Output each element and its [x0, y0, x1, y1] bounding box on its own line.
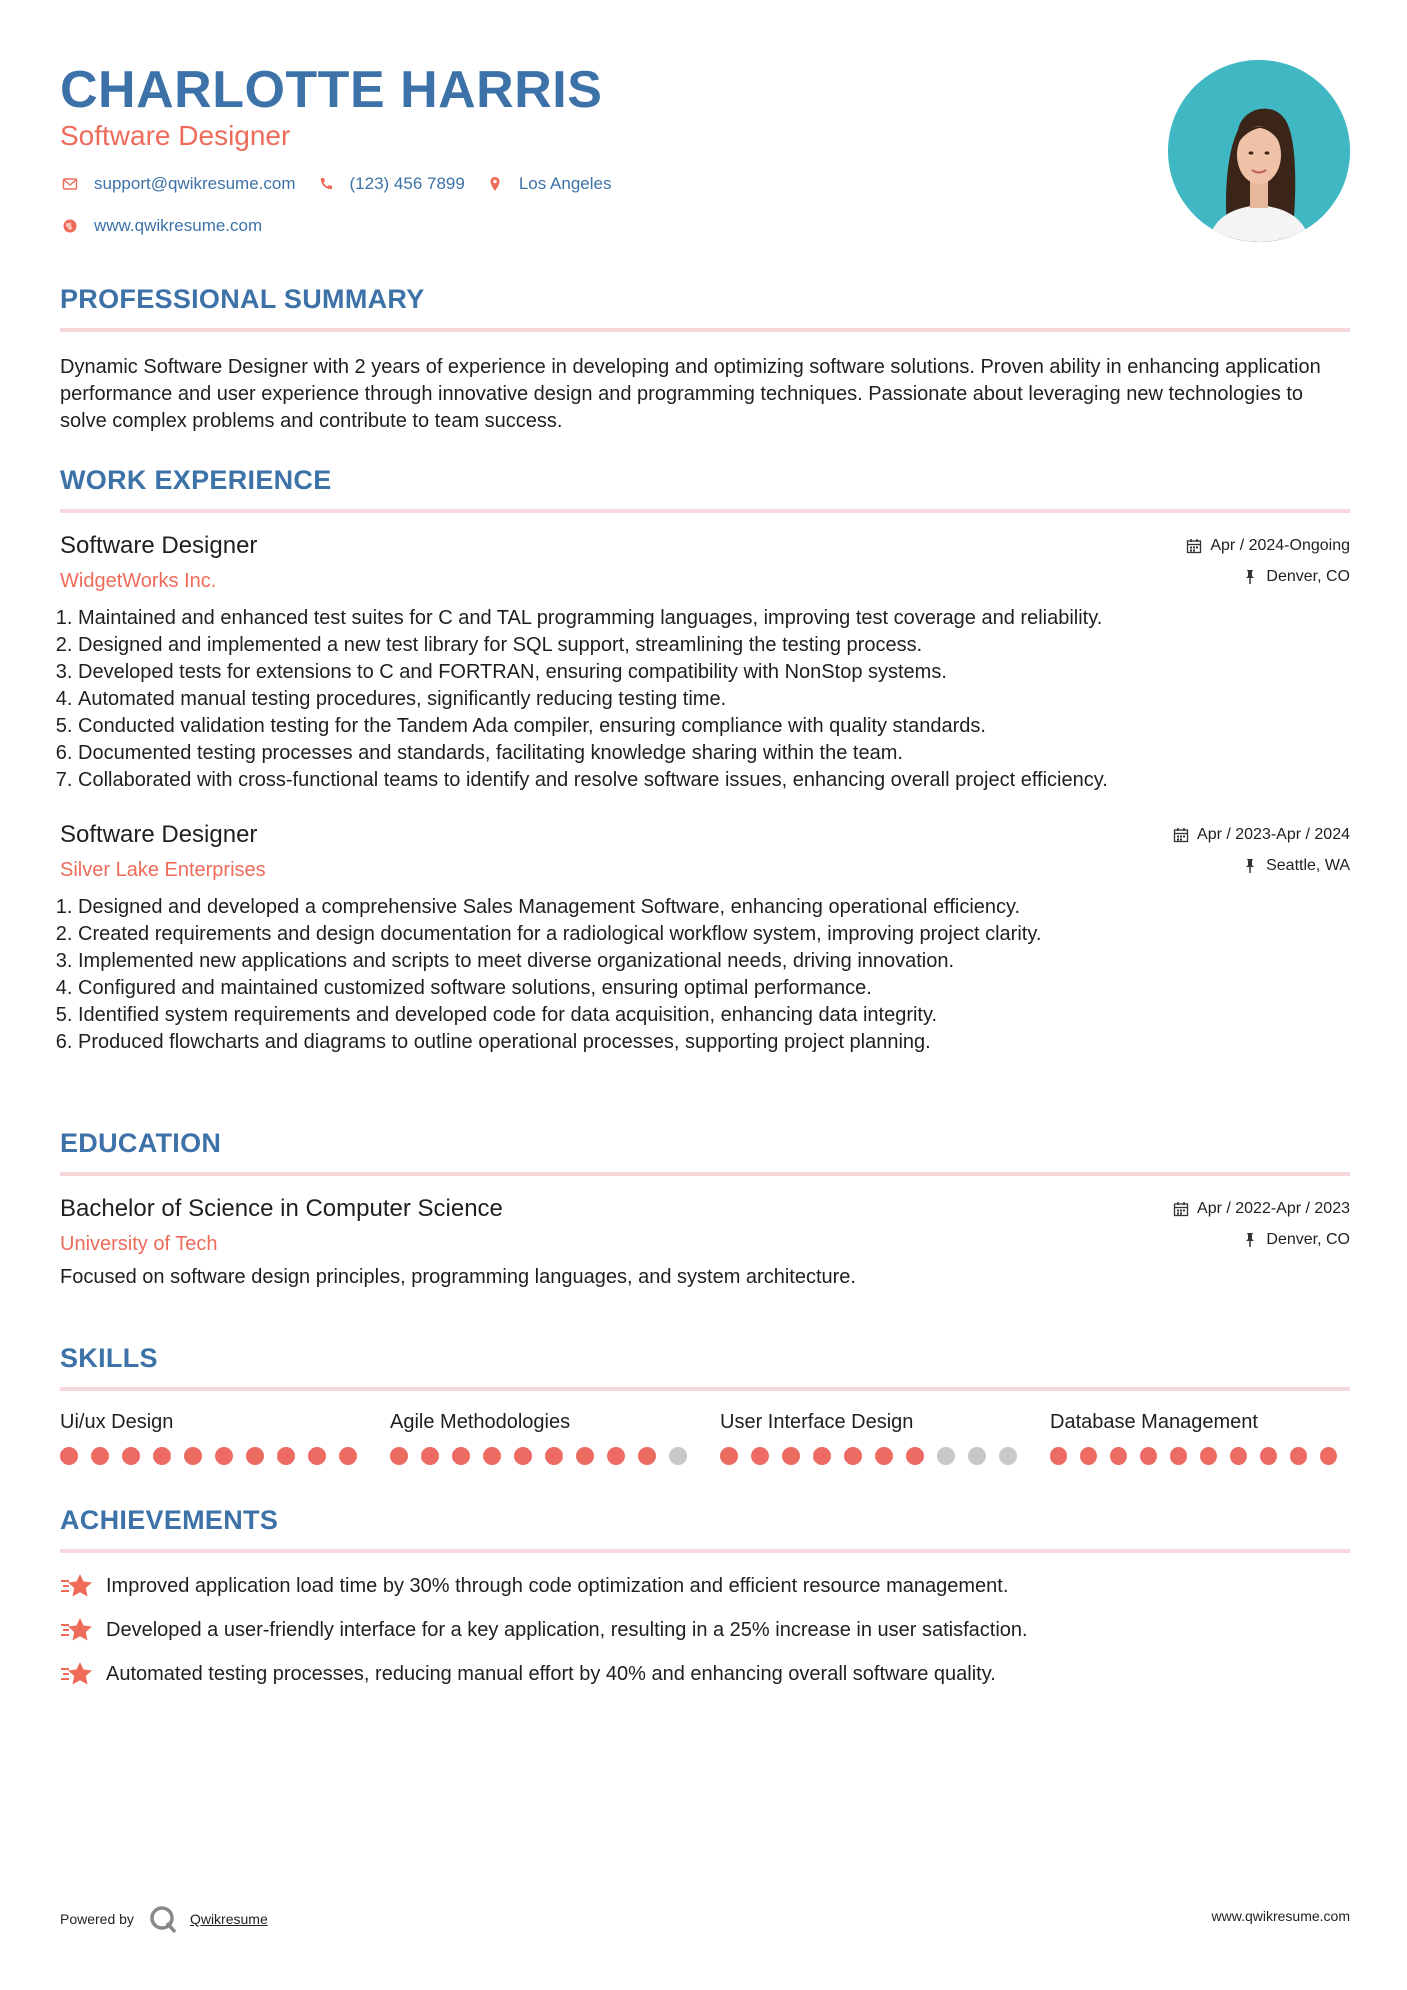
star-award-icon: [60, 1660, 94, 1688]
skills-list: [60, 1409, 1350, 1465]
location-text: Los Angeles: [518, 174, 612, 193]
skill-dot-filled: [844, 1447, 862, 1465]
job-entry: [60, 820, 1350, 1056]
education-section: [60, 1126, 1350, 1291]
summary-section: [60, 282, 1350, 435]
phone-icon: [316, 174, 336, 194]
skill-dot-filled: [1200, 1447, 1217, 1465]
skill-dot-filled: [1260, 1447, 1277, 1465]
achievement-text: Automated testing processes, reducing manual effort by 40% and enhancing overall software quality.: [106, 1662, 996, 1685]
education-meta: [1173, 1198, 1350, 1260]
calendar-icon: [1186, 538, 1202, 554]
pushpin-icon: [1242, 1232, 1258, 1248]
achievement-text: Developed a user-friendly interface for a key application, resulting in a 25% increase in user satisfaction.: [106, 1618, 1028, 1641]
education-heading: EDUCATION: [60, 1128, 222, 1158]
achievement-item: [60, 1615, 1350, 1645]
skill-dot-filled: [906, 1447, 924, 1465]
skill-dot-filled: [1080, 1447, 1097, 1465]
skill-dot-filled: [483, 1447, 501, 1465]
star-award-icon: [60, 1616, 94, 1644]
skill-dot-filled: [1140, 1447, 1157, 1465]
skill-dot-filled: [607, 1447, 625, 1465]
skill-dot-filled: [638, 1447, 656, 1465]
bullet-item: 5. Identified system requirements and developed code for data acquisition, enhancing data integrity.: [78, 1002, 1350, 1029]
skill-item: [1050, 1409, 1350, 1465]
skill-dot-filled: [782, 1447, 800, 1465]
skill-dot-filled: [91, 1447, 109, 1465]
experience-section: [60, 463, 1350, 1056]
bullet-item: 3. Implemented new applications and scripts to meet diverse organizational needs, driving innovation.: [78, 948, 1350, 975]
experience-heading: WORK EXPERIENCE: [60, 465, 332, 495]
job-title: Software Designer: [60, 532, 258, 559]
skill-dot-filled: [514, 1447, 532, 1465]
job-location: Seattle, WA: [1266, 857, 1350, 874]
skill-dot-empty: [999, 1447, 1017, 1465]
bullet-item: 5. Conducted validation testing for the Tandem Ada compiler, ensuring compliance with quality standards.: [78, 713, 1350, 740]
skill-name: Agile Methodologies: [390, 1411, 571, 1433]
job-meta: [1186, 535, 1350, 597]
education-dates: Apr / 2022-Apr / 2023: [1197, 1200, 1350, 1217]
skill-rating: [390, 1447, 720, 1465]
bullet-item: 2. Designed and implemented a new test library for SQL support, streamlining the testing process.: [78, 632, 1350, 659]
skill-dot-filled: [153, 1447, 171, 1465]
bullet-item: 1. Maintained and enhanced test suites for C and TAL programming languages, improving test coverage and reliability.: [78, 605, 1350, 632]
pushpin-icon: [1242, 858, 1258, 874]
bullet-item: 6. Documented testing processes and standards, facilitating knowledge sharing within the team.: [78, 740, 1350, 767]
achievement-text: Improved application load time by 30% through code optimization and efficient resource management.: [106, 1574, 1009, 1597]
skills-heading: SKILLS: [60, 1343, 158, 1373]
skill-dot-filled: [452, 1447, 470, 1465]
skill-item: [390, 1409, 720, 1465]
job-company: WidgetWorks Inc.: [60, 570, 217, 592]
education-description: Focused on software design principles, programming languages, and system architecture.: [60, 1266, 856, 1288]
skill-dot-filled: [1110, 1447, 1127, 1465]
skill-dot-filled: [122, 1447, 140, 1465]
section-divider: [60, 509, 1350, 513]
skill-dot-filled: [1320, 1447, 1337, 1465]
degree-title: Bachelor of Science in Computer Science: [60, 1195, 503, 1222]
job-dates: Apr / 2023-Apr / 2024: [1197, 826, 1350, 843]
email-link[interactable]: support@qwikresume.com: [94, 174, 296, 193]
skill-dot-filled: [1230, 1447, 1247, 1465]
job-location: Denver, CO: [1266, 568, 1350, 585]
footer-website-link[interactable]: www.qwikresume.com: [1211, 1908, 1350, 1924]
skill-dot-filled: [277, 1447, 295, 1465]
achievements-heading: ACHIEVEMENTS: [60, 1505, 279, 1535]
job-bullets: [60, 605, 1350, 794]
phone-number[interactable]: (123) 456 7899: [349, 174, 465, 193]
job-entry: [60, 531, 1350, 794]
skill-name: Database Management: [1050, 1411, 1258, 1433]
skill-dot-empty: [968, 1447, 986, 1465]
skill-dot-filled: [576, 1447, 594, 1465]
bullet-item: 7. Collaborated with cross-functional teams to identify and resolve software issues, enhancing overall project efficiency.: [78, 767, 1350, 794]
job-company: Silver Lake Enterprises: [60, 859, 266, 881]
job-bullets: [60, 894, 1350, 1056]
globe-icon: [60, 216, 80, 236]
star-award-icon: [60, 1572, 94, 1600]
skill-dot-filled: [545, 1447, 563, 1465]
skill-rating: [60, 1447, 390, 1465]
qwikresume-logo-icon: [148, 1904, 178, 1934]
achievements-list: [60, 1571, 1350, 1689]
skill-dot-empty: [937, 1447, 955, 1465]
skill-dot-filled: [421, 1447, 439, 1465]
profile-photo: [1168, 60, 1350, 242]
skill-dot-filled: [720, 1447, 738, 1465]
skill-dot-filled: [1050, 1447, 1067, 1465]
skill-dot-empty: [669, 1447, 687, 1465]
skill-dot-filled: [1170, 1447, 1187, 1465]
calendar-icon: [1173, 1201, 1189, 1217]
calendar-icon: [1173, 827, 1189, 843]
achievement-item: [60, 1659, 1350, 1689]
job-title: Software Designer: [60, 821, 258, 848]
skill-dot-filled: [813, 1447, 831, 1465]
resume-page: [60, 0, 1350, 1990]
powered-by-label: Powered by: [60, 1911, 134, 1927]
skill-dot-filled: [390, 1447, 408, 1465]
skill-dot-filled: [60, 1447, 78, 1465]
school-name: University of Tech: [60, 1233, 218, 1255]
skill-name: Ui/ux Design: [60, 1411, 174, 1433]
skill-rating: [1050, 1447, 1350, 1465]
page-footer: [60, 1900, 1350, 1930]
pushpin-icon: [1242, 569, 1258, 585]
bullet-item: 4. Configured and maintained customized software solutions, ensuring optimal performance.: [78, 975, 1350, 1002]
bullet-item: 6. Produced flowcharts and diagrams to outline operational processes, supporting project planning.: [78, 1029, 1350, 1056]
powered-by: [60, 1904, 268, 1934]
qwikresume-link[interactable]: Qwikresume: [189, 1911, 268, 1927]
job-dates: Apr / 2024-Ongoing: [1210, 537, 1350, 554]
bullet-item: 3. Developed tests for extensions to C and FORTRAN, ensuring compatibility with NonStop systems.: [78, 659, 1350, 686]
bullet-item: 4. Automated manual testing procedures, significantly reducing testing time.: [78, 686, 1350, 713]
section-divider: [60, 1172, 1350, 1176]
skill-dot-filled: [215, 1447, 233, 1465]
achievements-section: [60, 1503, 1350, 1703]
summary-text: Dynamic Software Designer with 2 years of experience in developing and optimizing software solutions. Proven ability in enhancing application performance and user experience through innovative design and programming techniques. Passionate about leveraging new technologies to solve complex problems and contribute to team success.: [60, 356, 1321, 432]
skill-dot-filled: [308, 1447, 326, 1465]
location-pin-icon: [485, 174, 505, 194]
email-icon: [60, 174, 80, 194]
skills-section: [60, 1341, 1350, 1465]
section-divider: [60, 1387, 1350, 1391]
education-location: Denver, CO: [1266, 1231, 1350, 1248]
website-link[interactable]: www.qwikresume.com: [94, 216, 263, 235]
job-meta: [1173, 824, 1350, 886]
skill-dot-filled: [339, 1447, 357, 1465]
skill-dot-filled: [751, 1447, 769, 1465]
skill-name: User Interface Design: [720, 1411, 914, 1433]
bullet-item: 2. Created requirements and design documentation for a radiological workflow system, improving project clarity.: [78, 921, 1350, 948]
summary-heading: PROFESSIONAL SUMMARY: [60, 284, 425, 314]
achievement-item: [60, 1571, 1350, 1601]
skill-item: [60, 1409, 390, 1465]
contact-info: [60, 172, 631, 256]
skill-dot-filled: [1290, 1447, 1307, 1465]
candidate-name: CHARLOTTE HARRIS: [60, 61, 603, 119]
education-entry: [60, 1194, 1350, 1291]
skill-dot-filled: [875, 1447, 893, 1465]
skill-dot-filled: [246, 1447, 264, 1465]
candidate-role: Software Designer: [60, 120, 291, 151]
skill-rating: [720, 1447, 1050, 1465]
bullet-item: 1. Designed and developed a comprehensive Sales Management Software, enhancing operational efficiency.: [78, 894, 1350, 921]
skill-item: [720, 1409, 1050, 1465]
skill-dot-filled: [184, 1447, 202, 1465]
section-divider: [60, 1549, 1350, 1553]
section-divider: [60, 328, 1350, 332]
